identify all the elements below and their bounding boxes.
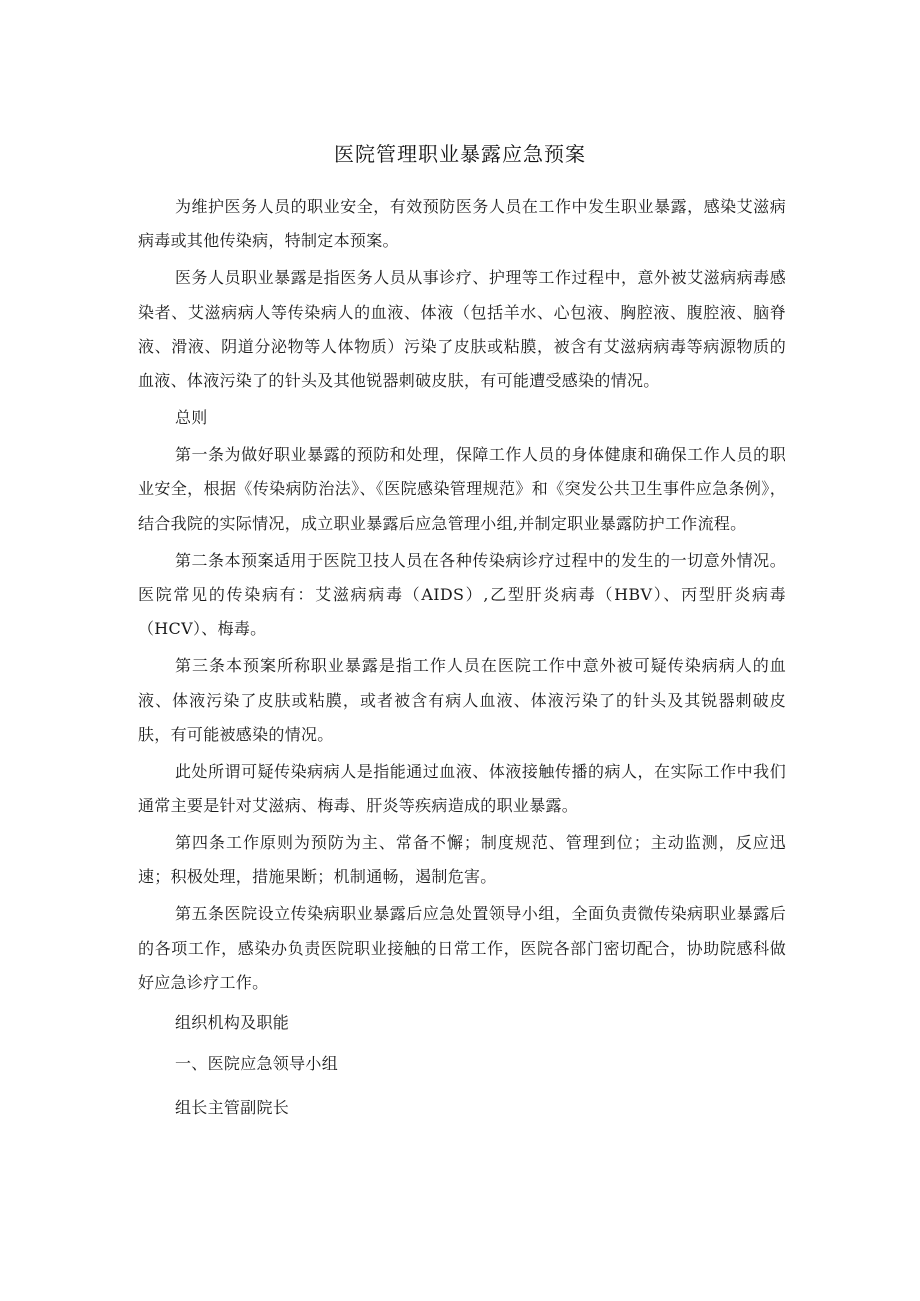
paragraph-article-2: 第二条本预案适用于医院卫技人员在各种传染病诊疗过程中的发生的一切意外情况。医院常见的传染病有：艾滋病病毒（AIDS）,乙型肝炎病毒（HBV）、丙型肝炎病毒（HCV）、梅毒。 xyxy=(138,550,786,639)
section-heading-general: 总则 xyxy=(175,408,208,428)
paragraph-article-4: 第四条工作原则为预防为主、常备不懈；制度规范、管理到位；主动监测，反应迅速；积极处理，措施果断；机制通畅，遏制危害。 xyxy=(138,833,786,887)
document-title: 医院管理职业暴露应急预案 xyxy=(334,142,586,166)
paragraph-article-5: 第五条医院设立传染病职业暴露后应急处置领导小组，全面负责微传染病职业暴露后的各项工作，感染办负责医院职业接触的日常工作，医院各部门密切配合，协助院感科做好应急诊疗工作。 xyxy=(138,904,786,993)
paragraph-article-3: 第三条本预案所称职业暴露是指工作人员在医院工作中意外被可疑传染病病人的血液、体液污染了皮肤或粘膜，或者被含有病人血液、体液污染了的针头及其锐器刺破皮肤，有可能被感染的情况。 xyxy=(138,656,786,744)
section-heading-organization: 组织机构及职能 xyxy=(175,1013,290,1033)
paragraph-purpose: 为维护医务人员的职业安全，有效预防医务人员在工作中发生职业暴露，感染艾滋病病毒或其他传染病，特制定本预案。 xyxy=(138,197,786,251)
paragraph-article-1: 第一条为做好职业暴露的预防和处理，保障工作人员的身体健康和确保工作人员的职业安全，根据《传染病防治法》、《医院感染管理规范》和《突发公共卫生事件应急条例》，结合我院的实际情况，成立职业暴露后应急管理小组,并制定职业暴露防护工作流程。 xyxy=(138,445,786,533)
document-body xyxy=(138,190,786,1125)
subsection-heading-leadership-group: 一、医院应急领导小组 xyxy=(175,1053,339,1073)
paragraph-definition: 医务人员职业暴露是指医务人员从事诊疗、护理等工作过程中，意外被艾滋病病毒感染者、艾滋病病人等传染病人的血液、体液（包括羊水、心包液、胸腔液、腹腔液、脑脊液、滑液、阴道分泌物等人体物质）污染了皮肤或粘膜，被含有艾滋病病毒等病源物质的血液、体液污染了的针头及其他锐器刺破皮肤，有可能遭受感染的情况。 xyxy=(138,268,786,391)
paragraph-suspected-patient: 此处所谓可疑传染病病人是指能通过血液、体液接触传播的病人，在实际工作中我们通常主要是针对艾滋病、梅毒、肝炎等疾病造成的职业暴露。 xyxy=(138,761,786,816)
paragraph-group-leader: 组长主管副院长 xyxy=(175,1097,290,1117)
